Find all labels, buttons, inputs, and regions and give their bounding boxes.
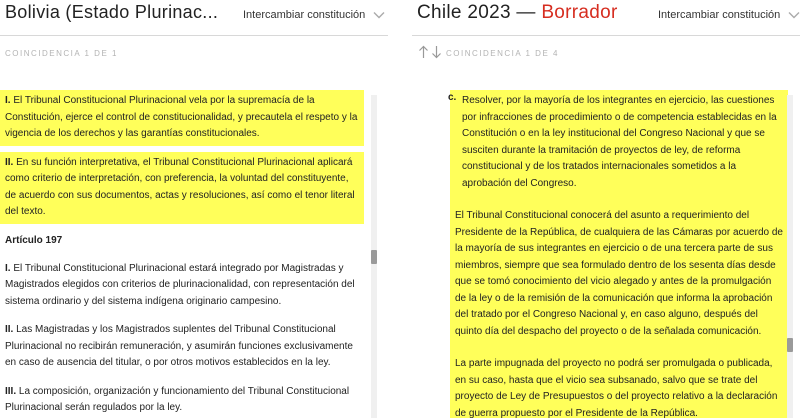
left-constitution-pane bbox=[0, 0, 388, 418]
left-scroll-thumb[interactable] bbox=[371, 250, 377, 264]
left-scrollbar[interactable] bbox=[371, 95, 377, 418]
arrow-down-icon[interactable] bbox=[431, 45, 442, 59]
left-text-content bbox=[0, 90, 364, 418]
chevron-down-icon bbox=[373, 11, 385, 19]
paragraph-number: II. bbox=[5, 156, 14, 168]
paragraph-number: I. bbox=[5, 95, 11, 106]
left-pane-title: Bolivia (Estado Plurinac... bbox=[5, 2, 219, 22]
chevron-down-icon bbox=[788, 11, 800, 19]
right-scrollbar[interactable] bbox=[787, 95, 793, 418]
highlight-gap bbox=[450, 343, 788, 353]
paragraph-text: En su función interpretativa, el Tribunal Constitucional Plurinacional aplicará como criterio de interpretación, con preferencia, la voluntad del constituyente, de acuerdo con sus documentos, actas y resoluciones, así como el tenor literal del texto. bbox=[5, 156, 355, 217]
list-marker: c. bbox=[448, 92, 457, 103]
right-match-bar bbox=[412, 36, 800, 68]
article-paragraph-3 bbox=[0, 381, 364, 418]
paragraph-number: I. bbox=[5, 262, 11, 274]
arrow-up-icon[interactable] bbox=[418, 45, 429, 59]
right-pane-title bbox=[417, 2, 618, 24]
article-paragraph-1 bbox=[0, 258, 364, 314]
paragraph-number: II. bbox=[5, 324, 14, 335]
right-paragraph-2: La parte impugnada del proyecto no podrá ser promulgada o publicada, en su caso, hasta que el vicio sea subsanado, salvo que se trate del proyecto de Ley de Presupuestos o del proyecto relativo a la declaración de guerra propuesto por el Presidente de la República. bbox=[450, 353, 788, 418]
paragraph-text: La composición, organización y funcionamiento del Tribunal Constitucional Plurinacional serán regulados por la ley. bbox=[5, 385, 350, 413]
right-scroll-thumb[interactable] bbox=[787, 338, 793, 352]
paragraph-text: El Tribunal Constitucional Plurinacional estará integrado por Magistradas y Magistrados elegidos con criterios de plurinacionalidad, con representación del sistema ordinario y del sistema indígena originario campesino. bbox=[5, 262, 355, 307]
list-item bbox=[450, 90, 788, 195]
right-text-content bbox=[450, 90, 788, 418]
paragraph-text: El Tribunal Constitucional Plurinacional vela por la supremacía de la Constitución, ejerce el control de constitucionalidad, y precautela el respeto y la vigencia de los derechos y las garantías constitucionales. bbox=[5, 95, 358, 139]
left-paragraph-2 bbox=[0, 152, 364, 224]
draft-label: Borrador bbox=[541, 2, 618, 23]
left-match-counter: COINCIDENCIA 1 DE 1 bbox=[5, 49, 118, 58]
right-swap-constitution-button[interactable] bbox=[658, 9, 800, 21]
right-paragraph-1: El Tribunal Constitucional conocerá del asunto a requerimiento del Presidente de la República, de cualquiera de las Cámaras por acuerdo de la mayoría de sus integrantes en ejercicio o de una tercera parte de sus miembros, siempre que sea formulado dentro de los sesenta días desde que se tomó conocimiento del vicio alegado y antes de la promulgación de la ley o de la remisión de la comunicación que informa la aprobación del tratado por el Congreso Nacional y, en caso alguno, después del quinto día del despacho del proyecto o de la señalada comunicación. bbox=[450, 205, 788, 343]
article-heading: Artículo 197 bbox=[5, 234, 63, 246]
left-match-bar bbox=[0, 36, 388, 68]
match-navigation bbox=[418, 45, 442, 59]
right-match-counter: COINCIDENCIA 1 DE 4 bbox=[446, 49, 559, 58]
left-swap-label: Intercambiar constitución bbox=[243, 9, 366, 21]
paragraph-text: Las Magistradas y los Magistrados suplentes del Tribunal Constitucional Plurinacional no recibirán remuneración, y asumirán funciones exclusivamente en caso de ausencia del titular, o por otros motivos establecidos en la ley. bbox=[5, 324, 353, 368]
right-pane-header bbox=[412, 0, 800, 34]
right-constitution-pane bbox=[412, 0, 800, 418]
highlight-gap bbox=[450, 195, 788, 205]
left-swap-constitution-button[interactable] bbox=[243, 9, 385, 21]
left-pane-header bbox=[0, 0, 388, 34]
article-paragraph-2 bbox=[0, 319, 364, 375]
right-swap-label: Intercambiar constitución bbox=[658, 9, 781, 21]
left-paragraph-1 bbox=[0, 90, 364, 146]
paragraph-number: III. bbox=[5, 385, 17, 397]
list-item-text: Resolver, por la mayoría de los integrantes en ejercicio, las cuestiones por infracciones de procedimiento o de competencia establecidas en la Constitución o en la ley institucional del Congreso Nacional y que se susciten durante la tramitación de proyectos de ley, de reforma constitucional y de los tratados internacionales sometidos a la aprobación del Congreso. bbox=[462, 95, 777, 189]
right-title-main: Chile 2023 — bbox=[417, 2, 542, 23]
